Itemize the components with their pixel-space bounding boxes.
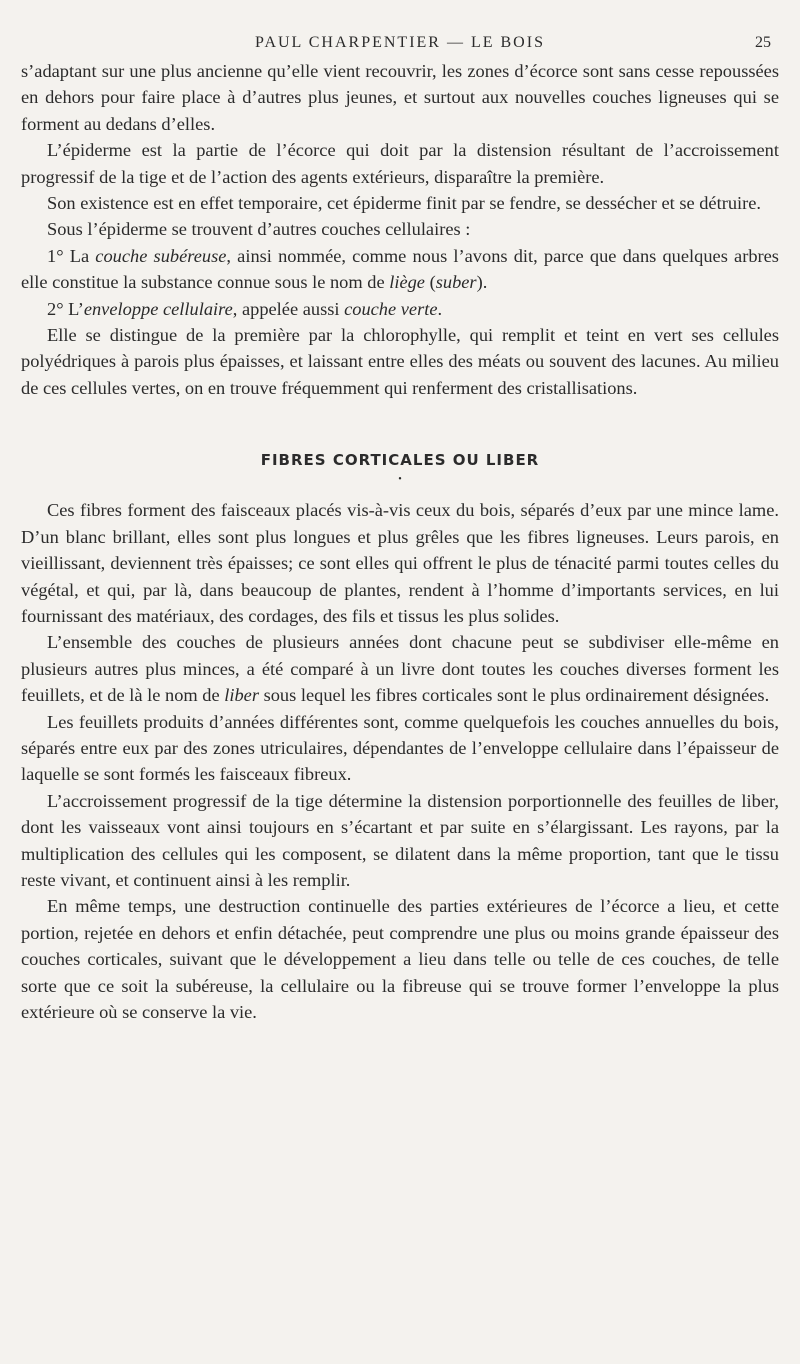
text-run: , appelée aussi xyxy=(232,298,345,319)
italic-term: couche verte xyxy=(344,298,438,319)
text-run: , ainsi nommée, comme nous l’avons dit, parce que dans quelques arbres elle constitue la substance connue sous le nom de xyxy=(21,245,779,293)
text-run: . xyxy=(437,298,443,319)
paragraph: L’accroissement progressif de la tige détermine la distension porportionnelle des feuilles de liber, dont les vaisseaux vont ainsi toujours en s’écartant et par suite en s’élargissant. Les rayons, par la multiplication des cellules qui les composent, se dilatent dans la même proportion, tant que le tissu reste vivant, et continuent ainsi à les remplir. xyxy=(21,790,779,890)
text-run: 1° La xyxy=(47,245,96,266)
body-text xyxy=(21,58,779,1025)
italic-term: couche subéreuse xyxy=(95,245,227,266)
text-run: L’ensemble des couches de plusieurs années dont chacune peut se subdiviser elle-même en plusieurs autres plus minces, a été comparé à un livre dont toutes les couches diverses forment les feuillets, et de là le nom de xyxy=(21,632,779,706)
running-title: PAUL CHARPENTIER — LE BOIS xyxy=(255,34,545,51)
ornament-dot: • xyxy=(398,474,402,486)
paragraph: Sous l’épiderme se trouvent d’autres couches cellulaires : xyxy=(47,219,471,240)
italic-term: enveloppe cellulaire xyxy=(83,298,233,319)
text-run: ). xyxy=(476,272,488,293)
paragraph: s’adaptant sur une plus ancienne qu’elle vient recouvrir, les zones d’écorce sont sans cesse repoussées en dehors pour faire place à d’autres plus jeunes, et surtout aux nouvelles couches ligneuses qui se forment au dedans d’elles. xyxy=(21,61,779,134)
paragraph: En même temps, une destruction continuelle des parties extérieures de l’écorce a lieu, et cette portion, rejetée en dehors et enfin détachée, peut comprendre une plus ou moins grande épaisseur des couches corticales, suivant que le développement a lieu dans telle ou telle de ces couches, de telle sorte que ce soit la subéreuse, la cellulaire ou la fibreuse qui se trouve former l’enveloppe la plus extérieure où se conserve la vie. xyxy=(21,896,779,1022)
paragraph: Elle se distingue de la première par la chlorophylle, qui remplit et teint en vert ses cellules polyédriques à parois plus épaisses, et laissant entre elles des méats ou souvent des lacunes. Au milieu de ces cellules vertes, on en trouve fréquemment qui renferment des cristallisations. xyxy=(21,325,779,398)
paragraph-liber xyxy=(21,629,779,708)
paragraph: Ces fibres forment des faisceaux placés vis-à-vis ceux du bois, séparés d’eux par une mince lame. D’un blanc brillant, elles sont plus longues et plus grêles que les fibres ligneuses. Leurs parois, en vieillissant, deviennent très épaisses; ce sont elles qui offrent le plus de ténacité parmi toutes celles du végétal, et qui, par là, dans beaucoup de plantes, rendent à l’homme d’importants services, en lui fournissant des matériaux, des cordages, des fils et tissus les plus solides. xyxy=(21,500,779,626)
paragraph-couche-subereuse xyxy=(21,243,779,296)
running-header xyxy=(21,30,779,58)
paragraph: Les feuillets produits d’années différentes sont, comme quelquefois les couches annuelles du bois, séparés entre eux par des zones utriculaires, dépendantes de l’enveloppe cellulaire dans l’épaisseur de laquelle se sont formés les faisceaux fibreux. xyxy=(21,711,779,785)
text-run: 2° L’ xyxy=(47,298,84,319)
paragraph: Son existence est en effet temporaire, cet épiderme finit par se fendre, se dessécher et se détruire. xyxy=(47,193,762,214)
text-run: sous lequel les fibres corticales sont le plus ordinairement désignées. xyxy=(258,685,770,706)
page-number: 25 xyxy=(755,34,771,51)
text-run: ( xyxy=(424,272,436,293)
paragraph-enveloppe-cellulaire xyxy=(21,296,779,322)
italic-term: liber xyxy=(224,685,259,706)
section-heading: FIBRES CORTICALES OU LIBER xyxy=(260,451,540,470)
italic-term: suber xyxy=(435,272,477,293)
paragraph: L’épiderme est la partie de l’écorce qui doit par la distension résultant de l’accroissement progressif de la tige et de l’action des agents extérieurs, disparaître la première. xyxy=(21,140,779,187)
italic-term: liège xyxy=(389,272,425,293)
